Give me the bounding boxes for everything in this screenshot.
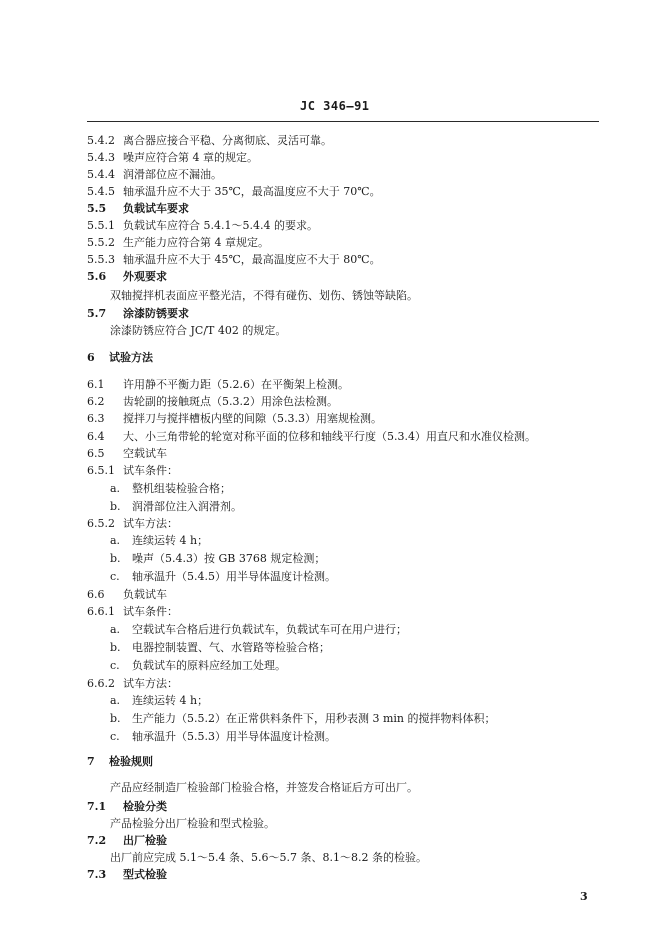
clause-number: 7.2 xyxy=(87,834,107,847)
clause-text: 轴承温升应不大于 35℃，最高温度应不大于 70℃。 xyxy=(123,185,381,198)
list-item xyxy=(110,730,336,744)
clause-paragraph xyxy=(110,851,427,865)
section-heading xyxy=(87,270,167,284)
clause-text: 型式检验 xyxy=(123,868,167,881)
clause-number: 5.7 xyxy=(87,307,107,320)
list-item xyxy=(110,552,325,566)
list-item xyxy=(110,623,407,637)
clause-line xyxy=(87,605,178,619)
clause-text: 涂漆防锈应符合 JC/T 402 的规定。 xyxy=(110,324,287,337)
clause-paragraph xyxy=(110,817,275,831)
clause-text: 轴承温升应不大于 45℃，最高温度应不大于 80℃。 xyxy=(123,253,381,266)
clause-number: 6.6.1 xyxy=(87,605,115,618)
clause-text: 噪声（5.4.3）按 GB 3768 规定检测； xyxy=(132,552,326,565)
clause-text: 出厂检验 xyxy=(123,834,167,847)
clause-number: 6.2 xyxy=(87,395,105,408)
section-heading xyxy=(87,307,189,321)
clause-line xyxy=(87,219,318,233)
list-marker: a. xyxy=(110,482,121,495)
clause-number: 5.4.4 xyxy=(87,168,115,181)
list-marker: b. xyxy=(110,712,121,725)
clause-paragraph xyxy=(110,289,418,303)
clause-line xyxy=(87,185,381,199)
clause-text: 整机组装检验合格； xyxy=(132,482,231,495)
clause-number: 5.5.1 xyxy=(87,219,115,232)
clause-text: 负载试车应符合 5.4.1～5.4.4 的要求。 xyxy=(123,219,318,232)
clause-line xyxy=(87,412,382,426)
clause-number: 6.3 xyxy=(87,412,105,425)
list-item xyxy=(110,659,286,673)
clause-text: 大、小三角带轮的轮宽对称平面的位移和轴线平行度（5.3.4）用直尺和水准仪检测。 xyxy=(123,430,536,443)
clause-text: 涂漆防锈要求 xyxy=(123,307,189,320)
clause-number: 5.6 xyxy=(87,270,107,283)
clause-number: 5.5.3 xyxy=(87,253,115,266)
list-marker: b. xyxy=(110,500,121,513)
clause-number: 6.5 xyxy=(87,447,105,460)
list-marker: c. xyxy=(110,570,120,583)
clause-text: 轴承温升（5.4.5）用半导体温度计检测。 xyxy=(132,570,336,583)
list-item xyxy=(110,534,208,548)
clause-line xyxy=(87,588,167,602)
clause-paragraph xyxy=(110,324,286,338)
clause-text: 检验规则 xyxy=(109,755,153,768)
clause-line xyxy=(87,236,269,250)
list-item xyxy=(110,500,242,514)
clause-number: 5.5 xyxy=(87,202,107,215)
clause-text: 出厂前应完成 5.1～5.4 条、5.6～5.7 条、8.1～8.2 条的检验。 xyxy=(110,851,427,864)
clause-text: 试车条件： xyxy=(123,464,178,477)
clause-text: 试车方法： xyxy=(123,677,178,690)
clause-paragraph xyxy=(110,781,418,795)
list-item xyxy=(110,694,208,708)
section-heading xyxy=(87,202,189,216)
clause-text: 连续运转 4 h； xyxy=(132,694,209,707)
clause-text: 试车方法： xyxy=(123,517,178,530)
list-marker: c. xyxy=(110,659,120,672)
clause-text: 负载试车 xyxy=(123,588,167,601)
list-marker: a. xyxy=(110,694,121,707)
clause-text: 生产能力（5.5.2）在正常供料条件下，用秒表测 3 min 的搅拌物料体积； xyxy=(132,712,496,725)
header-rule xyxy=(87,121,599,122)
clause-line xyxy=(87,464,178,478)
document-code-header: JC 346—91 xyxy=(300,99,370,113)
clause-text: 电器控制装置、气、水管路等检验合格； xyxy=(132,641,330,654)
clause-number: 5.4.2 xyxy=(87,134,115,147)
clause-text: 双轴搅拌机表面应平整光洁，不得有碰伤、划伤、锈蚀等缺陷。 xyxy=(110,289,418,302)
clause-number: 6.5.2 xyxy=(87,517,115,530)
page-number: 3 xyxy=(580,890,588,903)
clause-line xyxy=(87,253,381,267)
clause-number: 6.1 xyxy=(87,378,105,391)
clause-text: 空载试车 xyxy=(123,447,167,460)
chapter-heading xyxy=(87,351,153,365)
clause-text: 产品检验分出厂检验和型式检验。 xyxy=(110,817,275,830)
clause-line xyxy=(87,378,349,392)
clause-text: 产品应经制造厂检验部门检验合格，并签发合格证后方可出厂。 xyxy=(110,781,418,794)
clause-number: 5.4.3 xyxy=(87,151,115,164)
clause-number: 6.4 xyxy=(87,430,105,443)
list-marker: b. xyxy=(110,552,121,565)
clause-number: 7.3 xyxy=(87,868,107,881)
clause-line xyxy=(87,168,222,182)
clause-line xyxy=(87,517,178,531)
clause-text: 外观要求 xyxy=(123,270,167,283)
clause-text: 离合器应接合平稳、分离彻底、灵活可靠。 xyxy=(123,134,332,147)
clause-text: 润滑部位注入润滑剂。 xyxy=(132,500,242,513)
list-item xyxy=(110,570,336,584)
clause-line xyxy=(87,447,167,461)
clause-text: 搅拌刀与搅拌槽板内壁的间隙（5.3.3）用塞规检测。 xyxy=(123,412,382,425)
section-heading xyxy=(87,834,167,848)
clause-number: 5.5.2 xyxy=(87,236,115,249)
clause-text: 轴承温升（5.5.3）用半导体温度计检测。 xyxy=(132,730,336,743)
section-heading xyxy=(87,868,167,882)
clause-number: 7.1 xyxy=(87,800,107,813)
clause-text: 连续运转 4 h； xyxy=(132,534,209,547)
clause-number: 6 xyxy=(87,351,95,364)
list-marker: a. xyxy=(110,534,121,547)
clause-line xyxy=(87,430,536,444)
list-item xyxy=(110,641,330,655)
clause-text: 许用静不平衡力距（5.2.6）在平衡架上检测。 xyxy=(123,378,349,391)
clause-text: 润滑部位应不漏油。 xyxy=(123,168,222,181)
clause-number: 6.6.2 xyxy=(87,677,115,690)
list-marker: b. xyxy=(110,641,121,654)
clause-text: 空载试车合格后进行负载试车，负载试车可在用户进行； xyxy=(132,623,407,636)
clause-text: 生产能力应符合第 4 章规定。 xyxy=(123,236,269,249)
chapter-heading xyxy=(87,755,153,769)
clause-number: 5.4.5 xyxy=(87,185,115,198)
list-item xyxy=(110,712,496,726)
list-item xyxy=(110,482,231,496)
clause-line xyxy=(87,151,258,165)
clause-text: 噪声应符合第 4 章的规定。 xyxy=(123,151,258,164)
clause-text: 试车条件： xyxy=(123,605,178,618)
clause-line xyxy=(87,677,178,691)
clause-text: 负载试车的原料应经加工处理。 xyxy=(132,659,286,672)
clause-line xyxy=(87,134,332,148)
list-marker: a. xyxy=(110,623,121,636)
section-heading xyxy=(87,800,167,814)
clause-text: 检验分类 xyxy=(123,800,167,813)
clause-text: 负载试车要求 xyxy=(123,202,189,215)
clause-number: 6.6 xyxy=(87,588,105,601)
clause-number: 6.5.1 xyxy=(87,464,115,477)
clause-number: 7 xyxy=(87,755,95,768)
clause-text: 试验方法 xyxy=(109,351,153,364)
clause-text: 齿轮副的接触斑点（5.3.2）用涂色法检测。 xyxy=(123,395,338,408)
list-marker: c. xyxy=(110,730,120,743)
clause-line xyxy=(87,395,338,409)
